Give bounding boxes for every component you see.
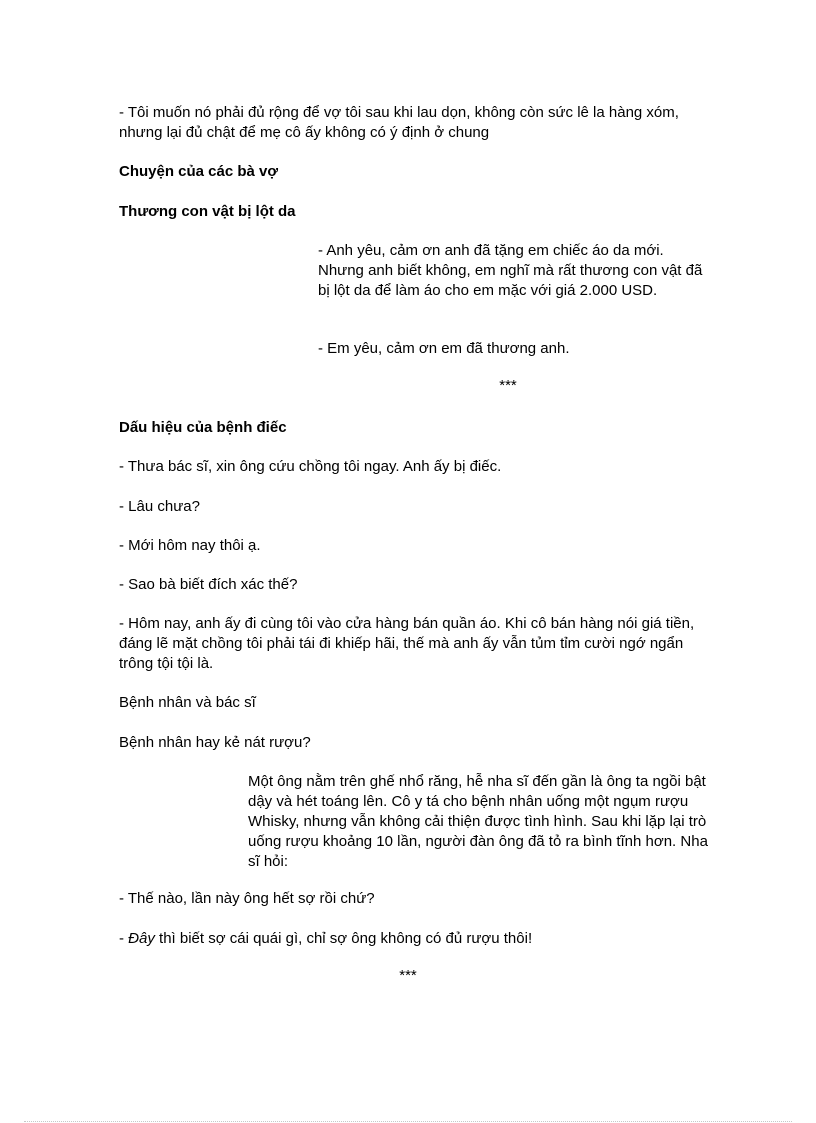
story2-line4: - Sao bà biết đích xác thế? bbox=[119, 576, 298, 593]
section-title: Chuyện của các bà vợ bbox=[119, 163, 279, 180]
story2-line5: - Hôm nay, anh ấy đi cùng tôi vào cửa hàng bán quần áo. Khi cô bán hàng nói giá tiền, đáng lẽ mặt chồng tôi phải tái đi khiếp hãi, thế mà anh ấy vẫn tủm tỉm cười ngớ ngẩn trông tội tội là. bbox=[119, 615, 695, 672]
story2-line1: - Thưa bác sĩ, xin ông cứu chồng tôi ngay. Anh ấy bị điếc. bbox=[119, 458, 502, 475]
story3-line2-prefix: - bbox=[119, 930, 129, 947]
story1-separator: *** bbox=[499, 377, 517, 394]
story3-line2-emphasis: Đây bbox=[128, 930, 155, 947]
story1-line2: - Em yêu, cảm ơn em đã thương anh. bbox=[318, 340, 570, 357]
story3-line1: - Thế nào, lần này ông hết sợ rồi chứ? bbox=[119, 890, 375, 907]
story2-title: Dấu hiệu của bệnh điếc bbox=[119, 419, 287, 436]
story3-title: Bệnh nhân hay kẻ nát rượu? bbox=[119, 734, 311, 751]
story3-paragraph: Một ông nằm trên ghế nhổ răng, hễ nha sĩ đến gần là ông ta ngồi bật dậy và hét toáng lên. Cô y tá cho bệnh nhân uống một ngụm rượu Whisky, nhưng vẫn không cải thiện được tình hình. Sau khi lặp lại trò uống rượu khoảng 10 lần, người đàn ông đã tỏ ra bình tĩnh hơn. Nha sĩ hỏi: bbox=[248, 773, 708, 870]
story2-line3: - Mới hôm nay thôi ạ. bbox=[119, 537, 261, 554]
section2-title: Bệnh nhân và bác sĩ bbox=[119, 694, 256, 711]
story3-line2-rest: thì biết sợ cái quái gì, chỉ sợ ông không có đủ rượu thôi! bbox=[154, 930, 533, 947]
story2-line2: - Lâu chưa? bbox=[119, 498, 200, 515]
intro-paragraph: - Tôi muốn nó phải đủ rộng để vợ tôi sau khi lau dọn, không còn sức lê la hàng xóm, nhưng lại đủ chật để mẹ cô ấy không có ý định ở chung bbox=[119, 104, 679, 141]
page-bottom-divider bbox=[24, 1121, 792, 1122]
story3-separator: *** bbox=[399, 967, 417, 984]
story1-line1: - Anh yêu, cảm ơn anh đã tặng em chiếc áo da mới. Nhưng anh biết không, em nghĩ mà rất thương con vật đã bị lột da để làm áo cho em mặc với giá 2.000 USD. bbox=[318, 242, 703, 299]
story3-line2 bbox=[119, 929, 709, 949]
story1-title: Thương con vật bị lột da bbox=[119, 203, 296, 220]
